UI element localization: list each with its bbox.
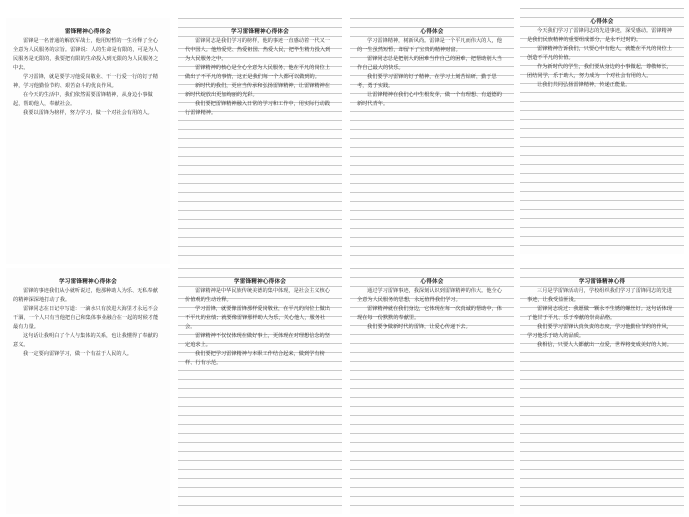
paragraph: 我们要学习雷锋认真负责的态度，学习他勤俭节约的作风，学习他乐于助人的品质。 — [527, 324, 672, 339]
essay-page-7 — [350, 268, 514, 514]
essay-page-1 — [6, 18, 170, 264]
page-title: 学习雷锋精神心得体会 — [59, 279, 117, 285]
paragraph: 我们要争做新时代的雷锋，让爱心传递下去。 — [367, 324, 471, 330]
page-title: 学雷锋精神心得体会 — [233, 279, 287, 285]
paragraph: 在今天的生活中，我们依然需要雷锋精神，从身边小事做起，帮助他人，奉献社会。 — [13, 92, 153, 107]
paragraph: 我们要把雷锋精神融入日常的学习和工作中，用实际行动践行雷锋精神。 — [185, 101, 330, 116]
page-title: 学习雷锋精神心得 — [578, 279, 626, 285]
page-title: 心得体会 — [590, 19, 614, 25]
paragraph: 雷锋精神是中华民族传统美德的集中体现，是社会主义核心价值观的生动诠释。 — [185, 288, 330, 303]
paragraph: 我要以雷锋为榜样，努力学习，做一个对社会有用的人。 — [23, 110, 153, 116]
page-title: 心得体会 — [420, 29, 444, 35]
page-title: 学习雷锋精神心得体会 — [231, 29, 289, 35]
paragraph: 我们要学习雷锋的钉子精神，在学习上刻苦钻研，勤于思考，勇于实践。 — [357, 74, 497, 89]
paragraph: 让雷锋精神在我们心中生根发芽，做一个有理想、有道德的新时代青年。 — [357, 92, 502, 107]
page-title: 雷锋精神心得体会 — [64, 29, 112, 35]
essay-page-6 — [178, 268, 342, 514]
paragraph: 学习雷锋，就要像雷锋那样爱岗敬业，在平凡的岗位上做出不平凡的业绩；就要像雷锋那样助人为乐，关心他人，服务社会。 — [185, 306, 330, 330]
paragraph: 雷锋同志总是把别人的困难当作自己的困难，把帮助别人当作自己最大的快乐。 — [357, 56, 502, 71]
paragraph: 雷锋精神的核心是全心全意为人民服务，他在平凡的岗位上做出了不平凡的事情，这正是我们每一个人都可以做到的。 — [185, 65, 330, 80]
paragraph: 学习雷锋，就是要学习他爱岗敬业、干一行爱一行的钉子精神，学习他勤俭节约、艰苦奋斗的优良作风。 — [13, 74, 158, 89]
paragraph: 雷锋同志是我们学习的榜样，他的事迹一直感动着一代又一代中国人。他热爱党、热爱祖国、热爱人民，把毕生精力投入到为人民服务之中。 — [185, 38, 331, 62]
paragraph: 雷锋同志说过：我愿做一颗永不生锈的螺丝钉。这句话体现了他甘于平凡、乐于奉献的崇高品格。 — [527, 306, 672, 321]
essay-page-8 — [520, 268, 684, 514]
essay-page-2 — [178, 18, 342, 264]
paragraph: 我相信，只要人人都献出一点爱，世界将变成美好的人间。 — [537, 342, 672, 348]
essay-page-5 — [6, 268, 170, 514]
paragraph: 三月是学雷锋活动月，学校组织我们学习了雷锋同志的先进事迹，让我受益匪浅。 — [527, 288, 672, 303]
paragraph: 我们要把学习雷锋精神与本职工作结合起来，做到学有榜样、行有示范。 — [185, 351, 325, 366]
paragraph: 新时代的我们，更应当传承和弘扬雷锋精神，让雷锋精神在新时代绽放出更加绚丽的光彩。 — [185, 83, 330, 98]
paragraph: 雷锋的事迹我们从小就听说过，他那种助人为乐、无私奉献的精神深深地打动了我。 — [13, 288, 158, 303]
paragraph: 通过学习雷锋事迹，我深刻认识到雷锋精神的伟大。他全心全意为人民服务的思想，永远值得我们学习。 — [357, 288, 502, 303]
paragraph: 雷锋是一名普通的解放军战士，他用短暂的一生诠释了全心全意为人民服务的宗旨。雷锋说：人的生命是有限的，可是为人民服务是无限的，我要把有限的生命投入到无限的为人民服务之中去。 — [13, 38, 159, 71]
paragraph: 我一定要向雷锋学习，做一个有益于人民的人。 — [23, 351, 132, 357]
paragraph: 学习雷锋精神，树新风尚。雷锋是一个平凡而伟大的人，他的一生虽然短暂，却留下了宝贵的精神财富。 — [357, 38, 502, 53]
paragraph: 雷锋同志在日记中写道：一滴水只有放进大海里才永远不会干涸，一个人只有当他把自己和集体事业融合在一起的时候才能最有力量。 — [13, 306, 159, 330]
essay-page-4 — [520, 8, 684, 254]
paragraph: 这句话让我明白了个人与集体的关系，也让我懂得了奉献的意义。 — [13, 333, 158, 348]
paragraph: 雷锋精神不仅仅体现在做好事上，更体现在对理想信念的坚定追求上。 — [185, 333, 330, 348]
paragraph: 今天我们学习了雷锋同志的先进事迹，深受感动。雷锋精神是我们民族精神的重要组成部分，是永不过时的。 — [527, 28, 672, 43]
essay-page-3 — [350, 18, 514, 264]
paragraph: 雷锋精神就在我们身边，它体现在每一次真诚的帮助中，体现在每一份默默的奉献里。 — [357, 306, 502, 321]
paragraph: 让我们共同弘扬雷锋精神，传递正能量。 — [537, 82, 631, 88]
paragraph: 雷锋精神告诉我们，只要心中有他人，就能在平凡的岗位上创造不平凡的价值。 — [527, 46, 672, 61]
page-title: 心得体会 — [420, 279, 444, 285]
paragraph: 作为新时代的学生，我们要从身边的小事做起，尊敬师长，团结同学，乐于助人，努力成为一个对社会有用的人。 — [527, 64, 672, 79]
